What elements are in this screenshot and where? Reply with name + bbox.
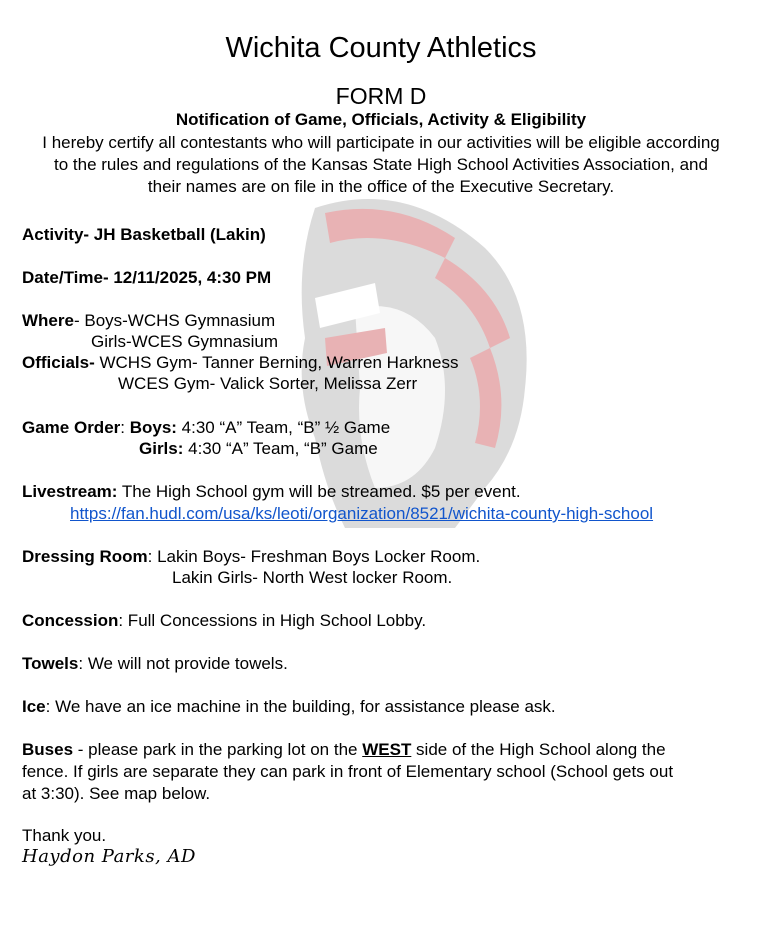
livestream-line	[22, 481, 521, 503]
ice-text: : We have an ice machine in the building, for assistance please ask.	[45, 697, 556, 716]
livestream-text: The High School gym will be streamed. $5 per event.	[117, 482, 521, 501]
buses-line	[22, 739, 666, 761]
dressing-boys: : Lakin Boys- Freshman Boys Locker Room.	[147, 547, 481, 566]
officials-line	[22, 352, 458, 374]
officials-wchs: WCHS Gym- Tanner Berning, Warren Harkness	[94, 353, 459, 372]
concession-line	[22, 610, 426, 632]
where-label: Where	[22, 311, 74, 330]
officials-label: Officials-	[22, 353, 95, 372]
certification-statement: I hereby certify all contestants who will participate in our activities will be eligible according to the rules and regulations of the Kansas State High School Activities Association, and their names are on file in the office of the Executive Secretary.	[42, 133, 720, 196]
livestream-label: Livestream:	[22, 482, 118, 501]
buses-label: Buses	[22, 740, 74, 759]
thanks-line: Thank you.	[22, 826, 107, 845]
game-order-girls-line	[139, 438, 378, 460]
dressing-label: Dressing Room	[22, 547, 148, 566]
where-boys: - Boys-WCHS Gymnasium	[73, 311, 276, 330]
game-order-boys-label: Boys:	[129, 418, 177, 437]
datetime-line: Date/Time- 12/11/2025, 4:30 PM	[22, 268, 272, 287]
signature: Haydon Parks, AD	[22, 846, 196, 867]
where-girls: Girls-WCES Gymnasium	[91, 332, 279, 351]
game-order-label: Game Order	[22, 418, 121, 437]
game-order-girls-label: Girls:	[139, 439, 184, 458]
buses-line-3: at 3:30). See map below.	[22, 784, 211, 803]
buses-text-2: side of the High School along the	[411, 740, 666, 759]
towels-text: : We will not provide towels.	[78, 654, 288, 673]
activity-line: Activity- JH Basketball (Lakin)	[22, 225, 266, 244]
buses-emphasis: WEST	[362, 740, 412, 759]
form-label: FORM D	[335, 83, 427, 109]
livestream-url-line	[70, 503, 653, 525]
towels-line	[22, 653, 288, 675]
concession-label: Concession	[22, 611, 119, 630]
officials-wces: WCES Gym- Valick Sorter, Melissa Zerr	[118, 374, 418, 393]
concession-text: : Full Concessions in High School Lobby.	[118, 611, 427, 630]
buses-text-1: - please park in the parking lot on the	[73, 740, 363, 759]
buses-line-2: fence. If girls are separate they can park in front of Elementary school (School gets out	[22, 762, 674, 781]
ice-line	[22, 696, 556, 718]
where-line	[22, 310, 275, 332]
livestream-link[interactable]: https://fan.hudl.com/usa/ks/leoti/organization/8521/wichita-county-high-school	[70, 504, 654, 523]
towels-label: Towels	[22, 654, 79, 673]
document-title: Wichita County Athletics	[225, 32, 537, 64]
form-subtitle: Notification of Game, Officials, Activity & Eligibility	[175, 110, 587, 129]
dressing-girls: Lakin Girls- North West locker Room.	[172, 568, 453, 587]
ice-label: Ice	[22, 697, 46, 716]
dressing-line	[22, 546, 480, 568]
game-order-boys: 4:30 “A” Team, “B” ½ Game	[176, 418, 391, 437]
game-order-girls: 4:30 “A” Team, “B” Game	[183, 439, 378, 458]
game-order-line: Game Order: Boys: 4:30 “A” Team, “B” ½ Game	[22, 418, 391, 437]
